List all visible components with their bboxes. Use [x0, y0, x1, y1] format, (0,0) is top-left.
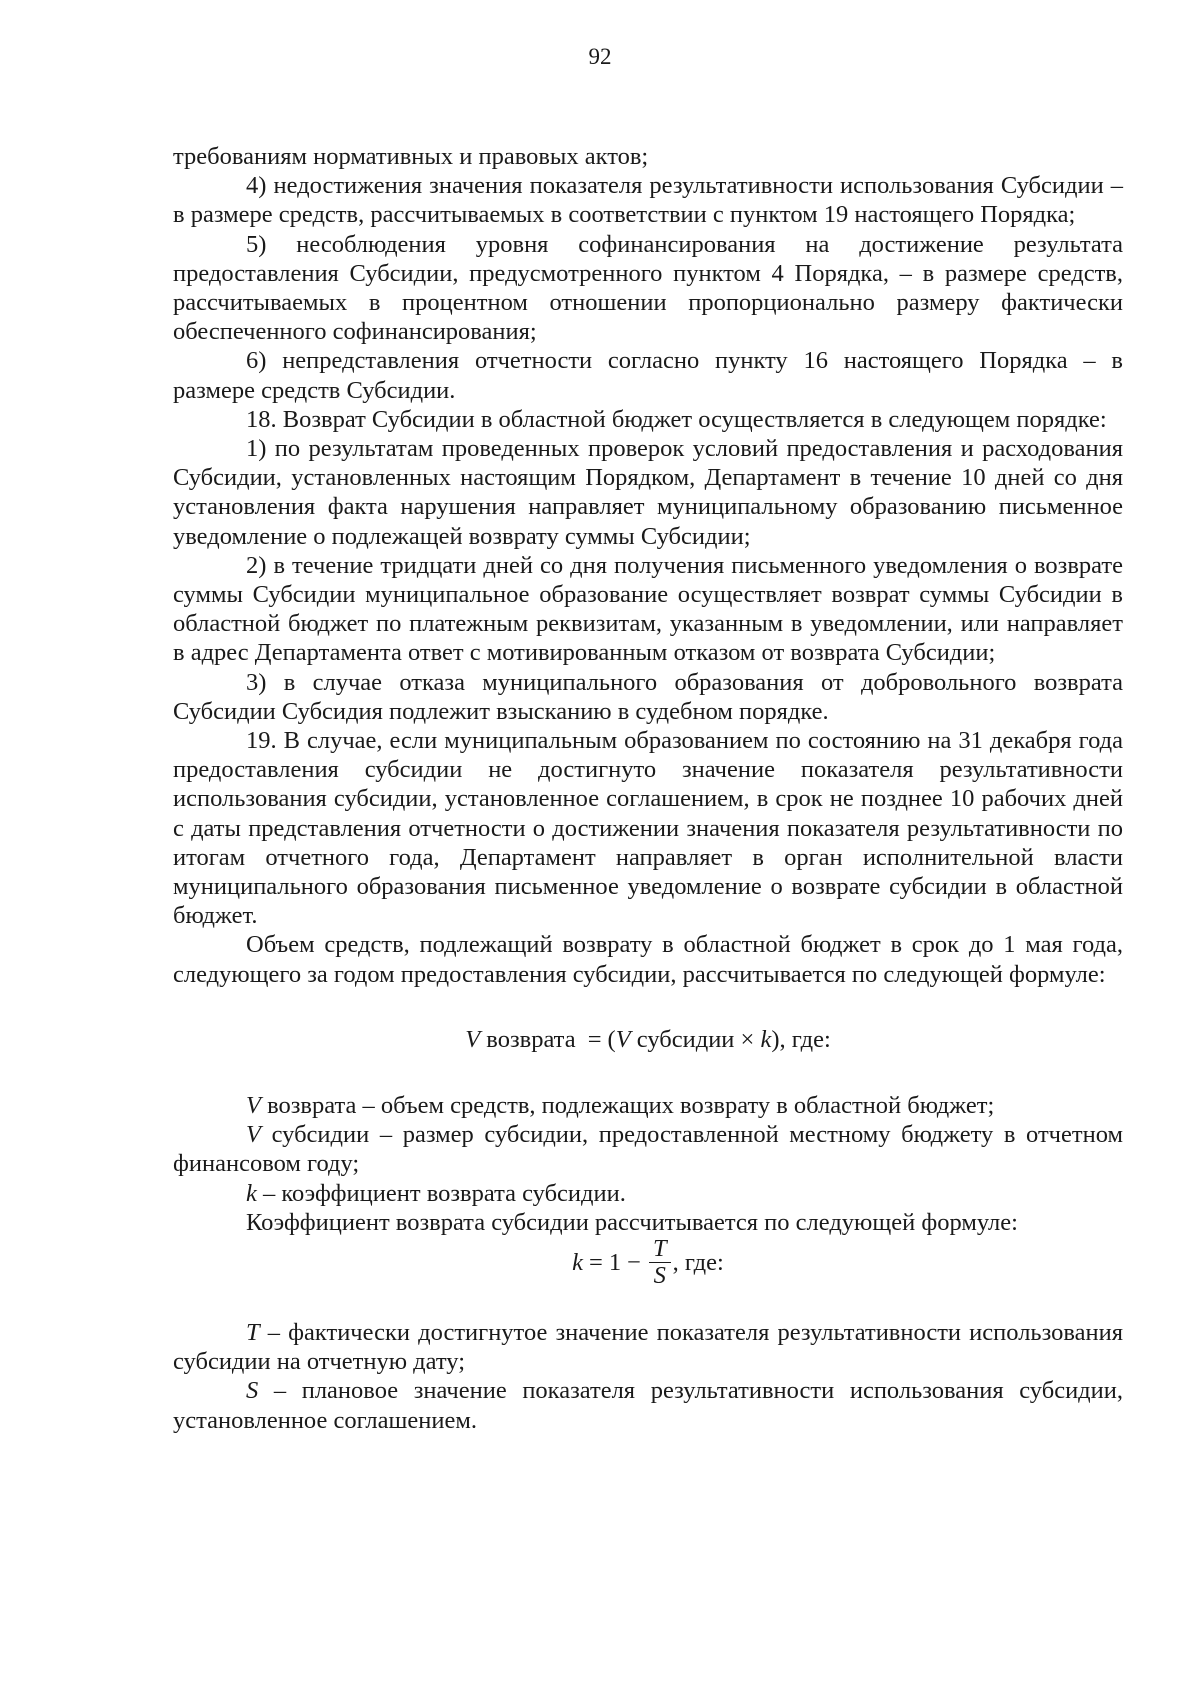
- formula2-minus: −: [627, 1248, 641, 1276]
- formula-times: ×: [740, 1025, 755, 1053]
- formula-var-v-subsidy: V: [615, 1025, 631, 1053]
- formula2-fraction: [649, 1234, 671, 1289]
- definition-text: субсидии – размер субсидии, предоставленной местному бюджету в отчетном финансовом году;: [173, 1121, 1123, 1178]
- definition-s: [173, 1376, 1123, 1434]
- paragraph-item-4: 4) недостижения значения показателя результативности использования Субсидии – в размере средств, рассчитываемых в соответствии с пунктом 19 настоящего Порядка;: [173, 172, 1123, 229]
- paragraph-item-5: 5) несоблюдения уровня софинансирования на достижение результата предоставления Субсидии, предусмотренного пунктом 4 Порядка, – в размере средств, рассчитываемых в процентном отношении пропорционально размеру фактически обеспеченного софинансирования;: [173, 230, 1123, 346]
- paragraph-continuation: требованиям нормативных и правовых актов;: [173, 143, 649, 170]
- paragraph-section-19: 19. В случае, если муниципальным образованием по состоянию на 31 декабря года предоставления субсидии не достигнуто значение показателя результативности использования субсидии, установленное соглашением, в срок не позднее 10 рабочих дней с даты представления отчетности о достижении значения показателя результативности по итогам отчетного года, Департамент направляет в орган исполнительной власти муниципального образования письменное уведомление о возврате субсидии в областной бюджет.: [173, 727, 1123, 930]
- definition-v-subsidy: [173, 1120, 1123, 1178]
- formula-close-paren: ),: [771, 1025, 786, 1053]
- formula2-where: , где:: [672, 1248, 724, 1276]
- paragraph-18-item-1: 1) по результатам проведенных проверок условий предоставления и расходования Субсидии, установленных настоящим Порядком, Департамент в течение 10 дней со дня установления факта нарушения направляет муниципальному образованию письменное уведомление о подлежащей возврату суммы Субсидии;: [173, 435, 1123, 550]
- paragraph-section-18: 18. Возврат Субсидии в областной бюджет осуществляется в следующем порядке:: [246, 405, 1107, 433]
- definition-text: – фактически достигнутое значение показателя результативности использования субсидии на отчетную дату;: [173, 1318, 1123, 1376]
- definition-text: – плановое значение показателя результативности использования субсидии, установленное соглашением.: [173, 1377, 1123, 1434]
- formula-var-k: k: [760, 1025, 772, 1053]
- formula2-var-k: k: [572, 1248, 584, 1276]
- definition-symbol: k: [246, 1179, 257, 1207]
- definition-text: возврата – объем средств, подлежащих возврату в областной бюджет;: [260, 1091, 995, 1119]
- formula-equals: =: [587, 1025, 602, 1053]
- formula-where: где:: [785, 1025, 831, 1053]
- definition-symbol: V: [246, 1121, 261, 1149]
- formula2-one: 1: [608, 1248, 622, 1276]
- fraction-denominator: S: [653, 1261, 666, 1289]
- definition-symbol: V: [246, 1091, 261, 1119]
- formula-subsidy-word: субсидии: [630, 1025, 741, 1053]
- coefficient-intro: Коэффициент возврата субсидии рассчитывается по следующей формуле:: [246, 1208, 1018, 1236]
- coefficient-formula: [173, 1234, 1123, 1289]
- formula-open-paren: (: [607, 1025, 616, 1053]
- return-volume-formula: [173, 1025, 1123, 1055]
- definition-v-return: [173, 1091, 1123, 1120]
- formula2-equals: =: [589, 1248, 603, 1276]
- fraction-numerator: T: [649, 1237, 671, 1263]
- paragraph-18-item-3: 3) в случае отказа муниципального образования от добровольного возврата Субсидии Субсидия подлежит взысканию в судебном порядке.: [173, 668, 1123, 725]
- definition-symbol: S: [246, 1377, 259, 1405]
- paragraph-18-item-2: 2) в течение тридцати дней со дня получения письменного уведомления о возврате суммы Субсидии муниципальное образование осуществляет возврат суммы Субсидии в областной бюджет по платежным реквизитам, указанным в уведомлении, или направляет в адрес Департамента ответ с мотивированным отказом от возврата Субсидии;: [173, 551, 1123, 667]
- paragraph-volume-intro: Объем средств, подлежащий возврату в областной бюджет в срок до 1 мая года, следующего за годом предоставления субсидии, рассчитывается по следующей формуле:: [173, 931, 1123, 988]
- definition-text: – коэффициент возврата субсидии.: [256, 1179, 626, 1207]
- formula-var-v: V: [465, 1025, 481, 1053]
- document-body: [173, 142, 1123, 1435]
- definition-symbol: T: [246, 1318, 260, 1346]
- definition-t: [173, 1318, 1123, 1376]
- page-number: 92: [588, 44, 612, 69]
- formula-return-word: возврата: [480, 1025, 582, 1053]
- paragraph-item-6: 6) непредставления отчетности согласно пункту 16 настоящего Порядка – в размере средств Субсидии.: [173, 347, 1123, 404]
- definition-k: [173, 1179, 1123, 1208]
